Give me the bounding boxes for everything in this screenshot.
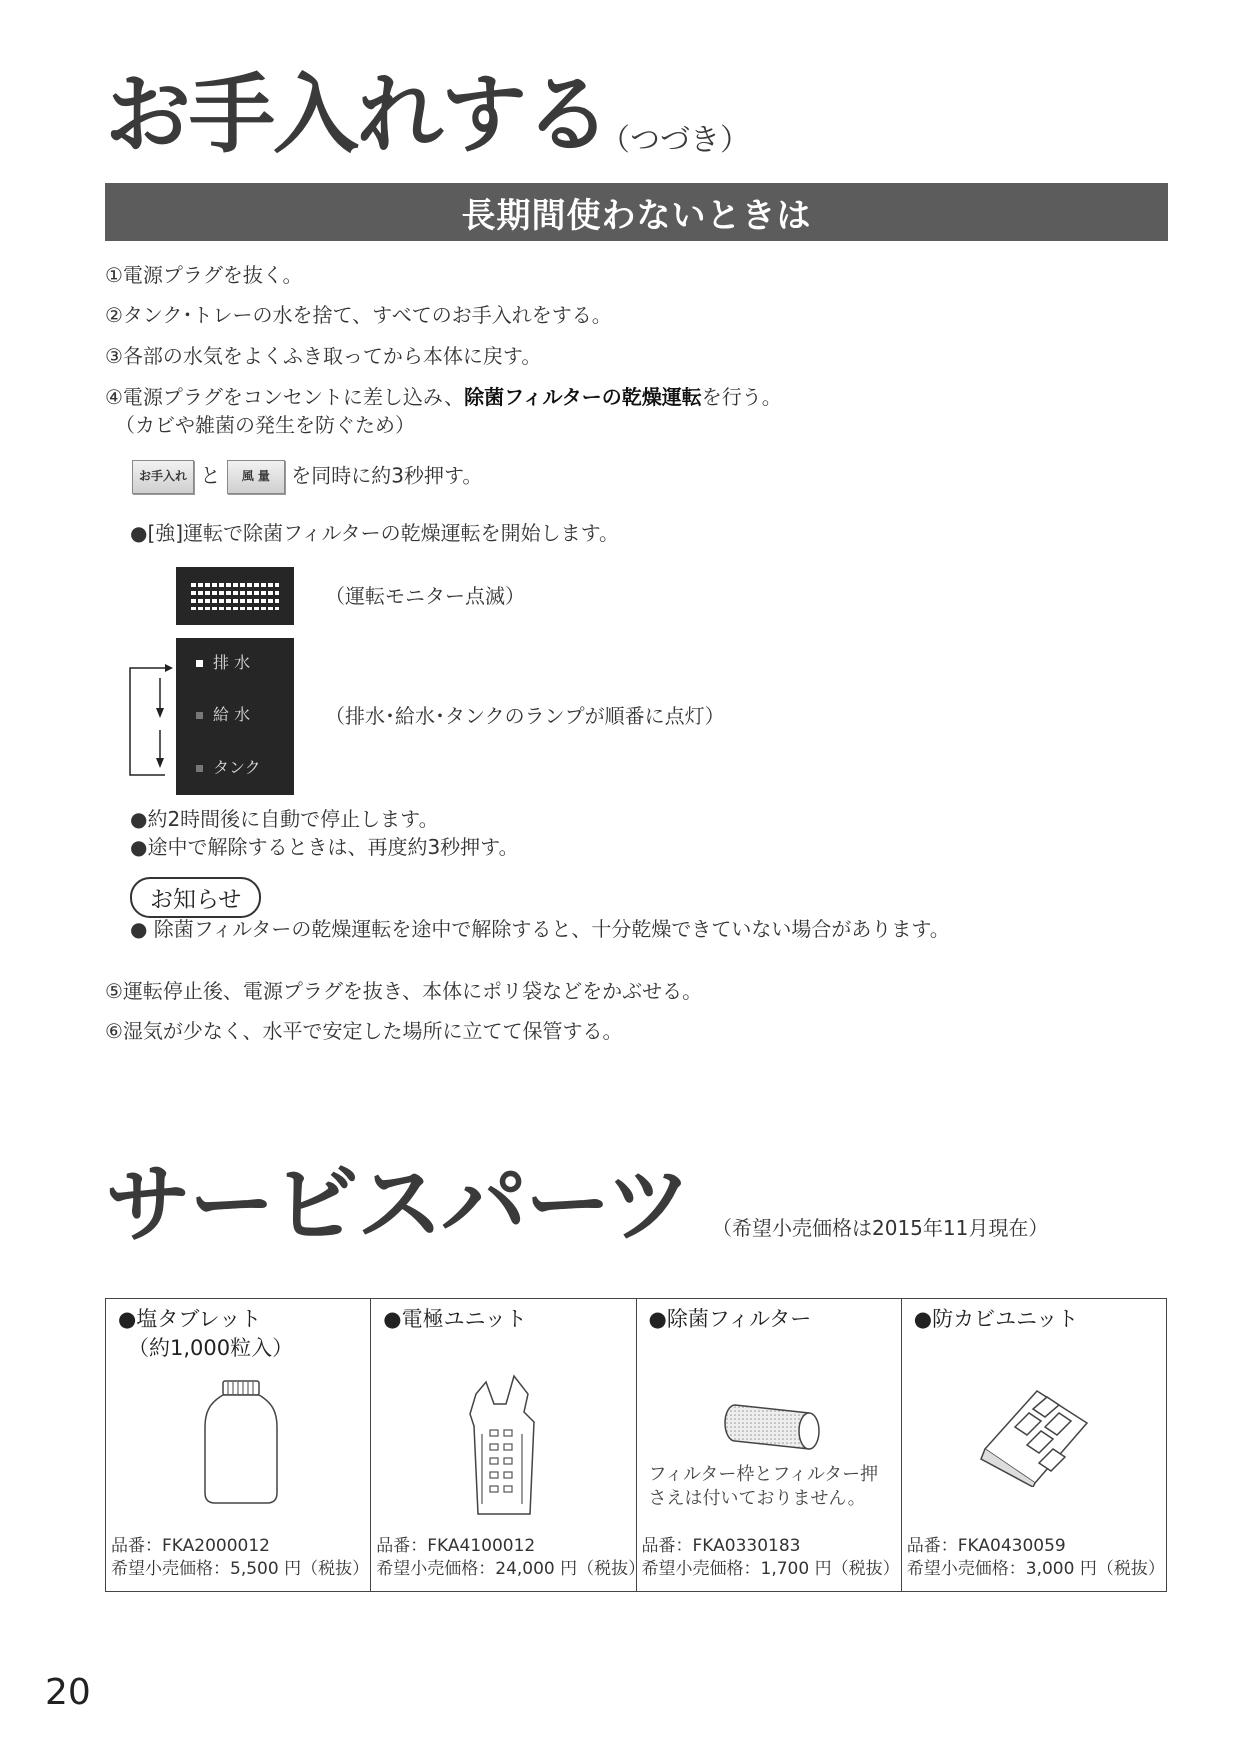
lamp-panel <box>176 638 294 795</box>
button-join: と <box>200 463 221 488</box>
page-title: お手入れする <box>105 65 609 165</box>
part-code-price: 品番：FKA4100012 希望小売価格：24,000 円（税抜） <box>376 1536 646 1580</box>
lamp-label: 排 水 <box>213 653 251 672</box>
price-date-note: （希望小売価格は2015年11月現在） <box>712 1216 1049 1240</box>
monitor-display <box>176 567 294 625</box>
notice-text: ● 除菌フィルターの乾燥運転を途中で解除すると、十分乾燥できていない場合があります。 <box>130 917 950 941</box>
page-title-suffix: （つづき） <box>600 123 750 158</box>
antimold-unit-icon <box>977 1387 1092 1487</box>
part-code-price: 品番：FKA0430059 希望小売価格：3,000 円（税抜） <box>906 1536 1165 1580</box>
lamp-haisui <box>196 650 250 673</box>
section-band: 長期間使わないときは <box>105 183 1168 241</box>
salt-bottle-icon <box>201 1379 281 1509</box>
parts-table <box>105 1298 1167 1592</box>
part-cell-antimold <box>901 1299 1166 1592</box>
service-parts-title: サービスパーツ <box>105 1155 690 1255</box>
part-code-price: 品番：FKA0330183 希望小売価格：1,700 円（税抜） <box>641 1536 900 1580</box>
lamp-tank <box>196 755 261 778</box>
monitor-dots-icon <box>176 567 294 625</box>
lamp-indicator <box>196 660 203 667</box>
step-5: ⑤運転停止後、電源プラグを抜き、本体にポリ袋などをかぶせる。 <box>105 979 703 1003</box>
step-1: ①電源プラグを抜く。 <box>105 263 303 287</box>
lamp-label: タンク <box>213 758 261 777</box>
lamp-label: 給 水 <box>213 705 251 724</box>
button-instruction-text: を同時に約3秒押す。 <box>291 463 483 488</box>
step-3: ③各部の水気をよくふき取ってから本体に戻す。 <box>105 344 542 368</box>
bullet-auto-stop: ●約2時間後に自動で停止します。 <box>130 807 439 831</box>
lamp-indicator <box>196 712 203 719</box>
part-name: ●防カビユニット <box>913 1307 1079 1331</box>
monitor-caption: （運転モニター点滅） <box>325 584 525 608</box>
part-note: フィルター枠とフィルター押 さえは付いておりません。 <box>648 1464 879 1510</box>
lamp-kyusui <box>196 702 250 725</box>
part-name: ●電極ユニット <box>383 1307 527 1331</box>
page-number: 20 <box>45 1672 91 1713</box>
cycle-arrows-icon <box>125 660 180 780</box>
part-name: ●塩タブレット （約1,000粒入） <box>118 1307 294 1361</box>
step-4 <box>105 384 782 410</box>
part-cell-electrode <box>371 1299 646 1592</box>
step-4-suffix: を行う。 <box>701 385 782 409</box>
step-4-bold: 除菌フィルターの乾燥運転 <box>464 385 702 409</box>
step-4-prefix: ④電源プラグをコンセントに差し込み、 <box>105 385 465 409</box>
part-name: ●除菌フィルター <box>648 1307 812 1331</box>
oteire-button: お手入れ <box>132 460 194 494</box>
bullet-cancel: ●途中で解除するときは、再度約3秒押す。 <box>130 835 519 859</box>
step-6: ⑥湿気が少なく、水平で安定した場所に立てて保管する。 <box>105 1019 623 1043</box>
notice-label: お知らせ <box>130 877 261 918</box>
lamp-caption: （排水･給水･タンクのランプが順番に点灯） <box>325 704 725 728</box>
bullet-start: ●[強]運転で除菌フィルターの乾燥運転を開始します。 <box>130 521 620 545</box>
furyo-button: 風 量 <box>227 460 285 494</box>
part-cell-filter <box>636 1299 901 1592</box>
part-code-price: 品番：FKA2000012 希望小売価格：5,500 円（税抜） <box>111 1536 370 1580</box>
part-cell-salt <box>106 1299 371 1592</box>
step-2: ②タンク･トレーの水を捨て、すべてのお手入れをする。 <box>105 303 612 327</box>
button-instruction <box>132 460 482 494</box>
filter-cylinder-icon <box>717 1397 827 1452</box>
step-4-note: （カビや雑菌の発生を防ぐため） <box>115 413 415 437</box>
electrode-unit-icon <box>456 1374 556 1519</box>
lamp-indicator <box>196 765 203 772</box>
